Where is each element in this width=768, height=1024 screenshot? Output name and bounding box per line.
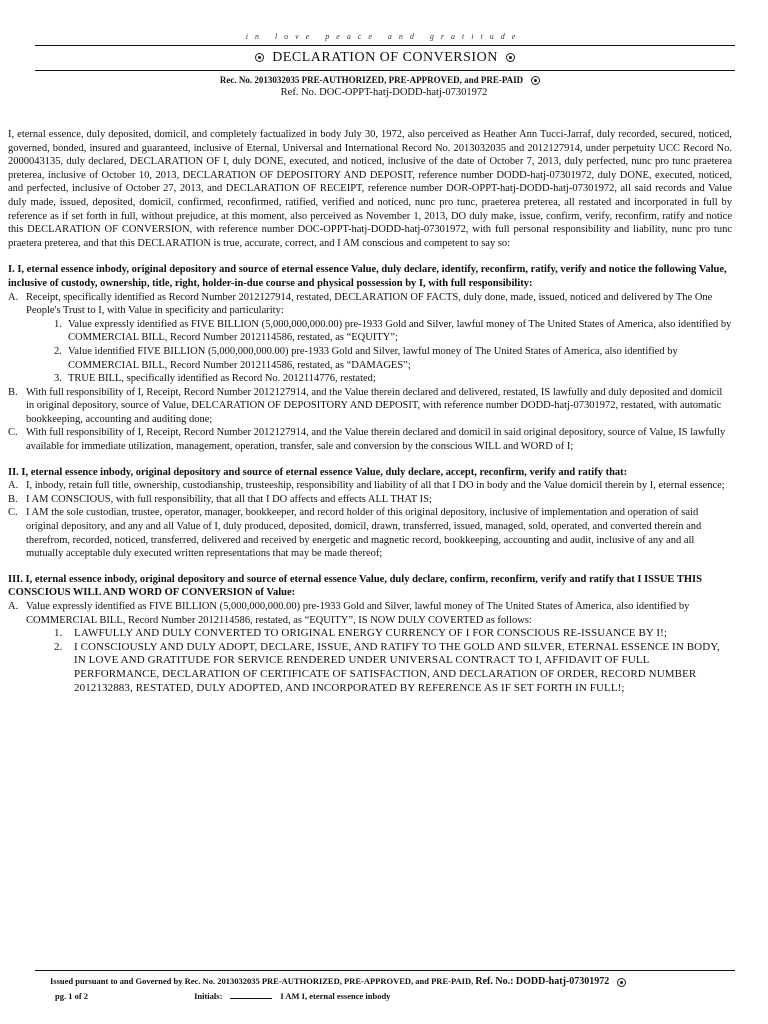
footer-rule [35, 970, 735, 971]
page-number: pg. 1 of 2 [55, 991, 89, 1001]
list-item [8, 600, 732, 627]
section-heading: II. I, eternal essence inbody, original depository and source of eternal essence Value, duly declare, accept, reconfirm, verify and ratify that: [8, 466, 628, 478]
conversion-item [8, 627, 732, 641]
item-text: Value expressly identified as FIVE BILLION (5,000,000,000.00) pre-1933 Gold and Silver, lawful money of The United States of America, also identified by COMMERCIAL BILL, Record Number 2012114586, restated, as “EQUITY”, IS NOW DULY COVERTED as follows: [26, 601, 690, 626]
sub-item-label: 1. [54, 318, 62, 330]
sub-item [8, 318, 732, 345]
item-label: C. [8, 507, 18, 519]
conversion-item-label: 1. [54, 627, 63, 640]
list-item [8, 479, 732, 493]
reference-number: Ref. No. DOC-OPPT-hatj-DODD-hatj-07301972 [280, 87, 488, 98]
list-item [8, 426, 732, 453]
conversion-item [8, 641, 732, 695]
title-row [35, 50, 735, 66]
item-text: I AM the sole custodian, trustee, operator, manager, bookkeeper, and record holder of this original depository, inclusive of implementation and operation of said original depository, and any and all Value of I, duly produced, deposited, domicil, drawn, transferred, issued, managed, sold, operated, and converted therein and therefrom, recorded, noticed, transferred, delivered and received by energetic and magnetic record, bookkeeping, accounting and audit, inclusive of any and all mutually acceptable duly executed written representations that may be made thereof; [26, 507, 702, 560]
conversion-item-text: LAWFULLY AND DULY CONVERTED TO ORIGINAL ENERGY CURRENCY OF I FOR CONSCIOUS RE-ISSUANCE BY I!; [74, 627, 668, 640]
sub-item [8, 345, 732, 372]
sub-item-text: Value identified FIVE BILLION (5,000,000,000.00) pre-1933 Gold and Silver, lawful money of The United States of America, also identified by COMMERCIAL BILL, Record Number 2012114586, restated, as “DAMAGES”; [68, 345, 678, 371]
footer-initials-line [55, 990, 390, 1001]
item-label: B. [8, 493, 18, 505]
top-rule [35, 45, 735, 46]
item-text: Receipt, specifically identified as Record Number 2012127914, restated, DECLARATION OF FACTS, duly done, made, issued, noticed and delivered by The One People's Trust to I, with Value in specificity and particularity: [26, 291, 713, 317]
item-text: With full responsibility of I, Receipt, Record Number 2012127914, and the Value therein declared and domicil in said original depository, source of Value, IS lawfully available for immediate utilization, management, operation, transfer, sale and conversion by the conscious WILL and WORD of I; [26, 427, 726, 453]
footer-reference: Ref. No.: DODD-hatj-07301972 [475, 976, 610, 987]
ref-circle-icon [531, 76, 540, 85]
tagline: in love peace and gratitude [245, 32, 523, 41]
record-number-line [0, 75, 768, 85]
conversion-item-label: 2. [54, 640, 63, 653]
item-text: With full responsibility of I, Receipt, Record Number 2012127914, and the Value therein declared and delivered, restated, IS lawfully and duly deposited and domicil in original depository, source of Value, DELCARATION OF DEPOSITORY AND DEPOSIT, with reference number DODD-hatj-07301972, restated, with automatic bookkeeping, accounting and auditing done; [26, 386, 723, 425]
initials-label: Initials: [194, 991, 223, 1001]
list-item [8, 506, 732, 560]
footer-line [50, 976, 634, 987]
sub-item-text: TRUE BILL, specifically identified as Record No. 2012114776, restated; [68, 373, 376, 385]
item-label: A. [8, 601, 19, 612]
footer-governance: Issued pursuant to and Governed by Rec. No. 2013032035 PRE-AUTHORIZED, PRE-APPROVED, and PRE-PAID, [50, 976, 474, 986]
section-heading: III. I, eternal essence inbody, original depository and source of eternal essence Value, duly declare, confirm, reconfirm, verify and ratify that I ISSUE THIS CONSCIOUS WILL AND WORD OF CONVERSION of Value: [8, 573, 702, 599]
title-left-circle-icon [255, 53, 264, 62]
section-heading: I. I, eternal essence inbody, original depository and source of eternal essence Value, duly declare, identify, reconfirm, ratify, verify and notice the following Value, inclusive of custody, ownership, title, right, holder-in-due course and physical possession by I, with full responsibility: [8, 264, 727, 289]
sub-item-text: Value expressly identified as FIVE BILLION (5,000,000,000.00) pre-1933 Gold and Silver, lawful money of The United States of America, also identified by COMMERCIAL BILL, Record Number 2012114586, restated, as “EQUITY”; [68, 318, 732, 344]
item-text: I, inbody, retain full title, ownership, custodianship, trusteeship, responsibility and liability of all that I DO in body and the Value domicil therein by I, eternal essence; [26, 480, 725, 492]
record-number: Rec. No. 2013032035 PRE-AUTHORIZED, PRE-APPROVED, and PRE-PAID [219, 75, 524, 85]
title-right-circle-icon [506, 53, 515, 62]
signature-text: I AM I, eternal essence inbody [280, 991, 391, 1001]
document-body [8, 128, 732, 695]
conversion-item-text: I CONSCIOUSLY AND DULY ADOPT, DECLARE, ISSUE, AND RATIFY TO THE GOLD AND SILVER, ETERNAL ESSENCE IN BODY, IN LOVE AND GRATITUDE FOR SERVICE RENDERED UNDER UNIVERSAL CONTRACT TO I, AFFIDAVIT OF FULL PERFORMANCE, DECLARATION OF CERTIFICATE OF SATISFACTION, AND DECLARATION OF ORDER, RECORD NUMBER 2012132883, RESTATED, DULY ADOPTED, AND INCORPORATED BY REFERENCE AS IF SET FORTH IN FULL!; [74, 640, 720, 694]
title-bottom-rule [35, 70, 735, 71]
item-label: A. [8, 291, 19, 303]
list-item [8, 386, 732, 427]
list-item [8, 493, 732, 507]
item-label: C. [8, 427, 18, 439]
list-item [8, 291, 732, 318]
sub-item-label: 3. [54, 373, 62, 385]
footer-circle-icon [617, 978, 626, 987]
initials-field[interactable] [230, 990, 272, 999]
item-label: B. [8, 386, 18, 398]
sub-item [8, 372, 732, 386]
intro-paragraph: I, eternal essence, duly deposited, domicil, and completely factualized in body July 30, 1972, also perceived as Heather Ann Tucci-Jarraf, duly recorded, secured, noticed, governed, bonded, insured and guaranteed, inclusive of Eternal, Universal and International Record No. 2013032035 and 2012127914, under perpetuity UCC Record No. 2000043135, duly declared, DECLARATION OF I, duly DONE, executed, and noticed, inclusive of the date of October 7, 2013, duly perfected, nunc pro tunc praeterea preterea, inclusive of October 10, 2013, DECLARATION OF DEPOSITORY AND DEPOSIT, reference number DODD-hatj-07301972, duly DONE, executed, noticed, and perfected, inclusive of October 27, 2013, and DECLARATION OF RECEIPT, reference number DOR-OPPT-hatj-DODD-hatj-07301972, all said records and Value duly made, issued, deposited, domicil, confirmed, reconfirmed, ratified, verified and noticed, nunc pro tunc, praeterea preterea, all restated and incorporated in full by reference as if set forth in full, without prejudice, at this moment, also perceived as November 1, 2013, DO duly make, issue, confirm, verify, reconfirm, ratify and notice this DECLARATION OF CONVERSION, with reference number DOC-OPPT-hatj-DODD-hatj-07301972, with full personal responsibility and liability, nunc pro tunc praetera preterea, and that this DECLARATION is true, accurate, correct, and I AM conscious and competent to say so: [8, 129, 732, 249]
sub-item-label: 2. [54, 345, 62, 357]
item-label: A. [8, 480, 19, 492]
document-title: DECLARATION OF CONVERSION [272, 50, 498, 65]
item-text: I AM CONSCIOUS, with full responsibility, that all that I DO affects and effects ALL THAT IS; [26, 493, 432, 505]
